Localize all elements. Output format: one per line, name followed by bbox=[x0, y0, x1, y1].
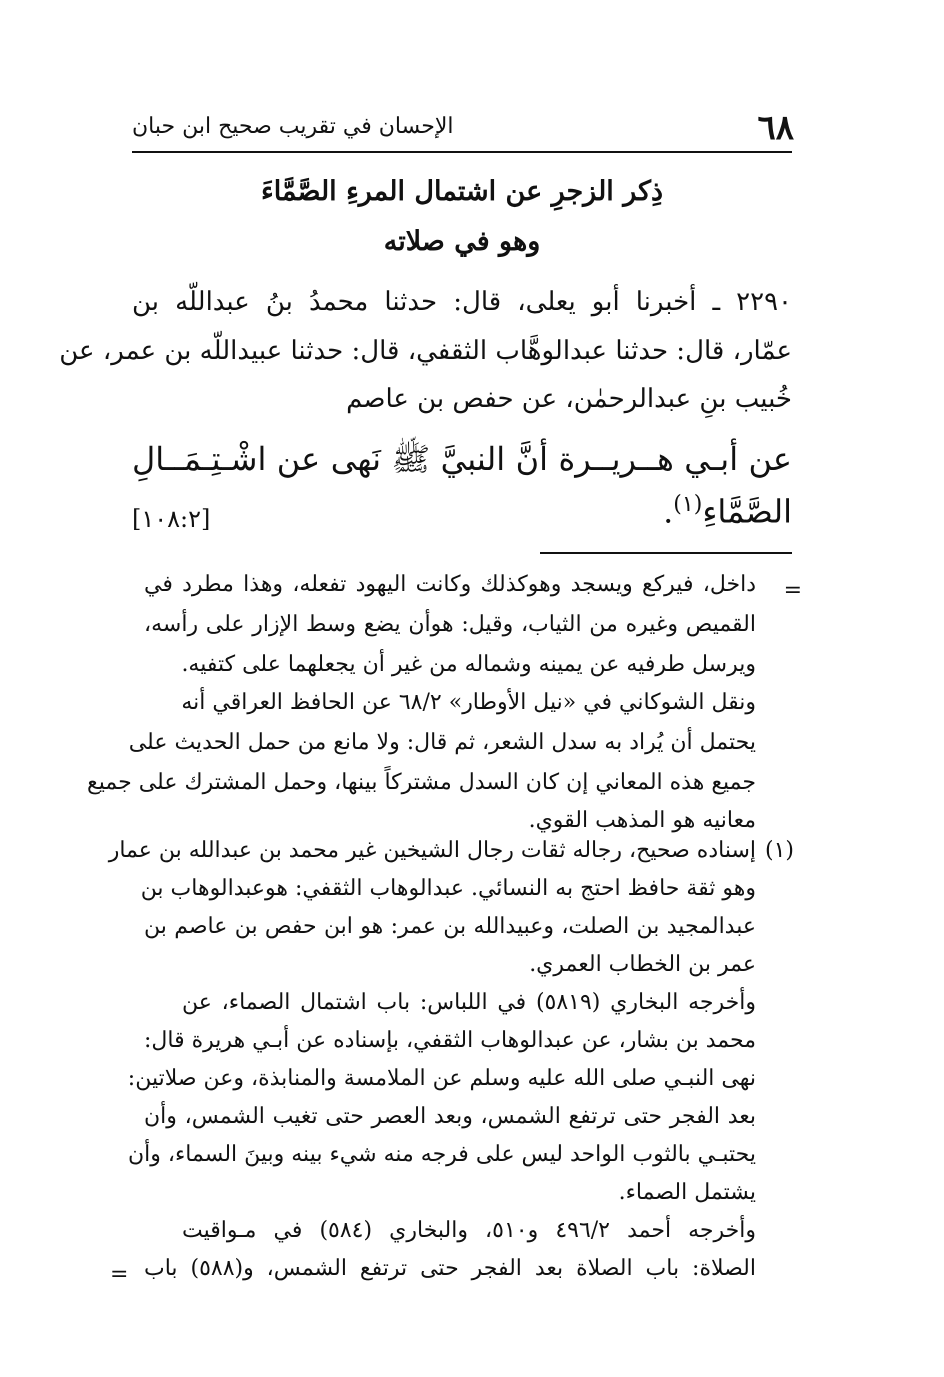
footnote-line: القميص وغيره من الثياب، وقيل: هوأن يضع وسط الإزار على رأسه، bbox=[144, 612, 756, 637]
footnote-line: وأخرجه أحمد ٤٩٦/٢ و٥١٠، والبخاري (٥٨٤) في مـواقيت bbox=[182, 1218, 756, 1243]
footnote-line: الصلاة: باب الصلاة بعد الفجر حتى ترتفع الشمس، و(٥٨٨) باب bbox=[144, 1256, 756, 1281]
footnote-number: (١) bbox=[764, 838, 794, 863]
header-rule bbox=[132, 151, 792, 153]
chapter-title-line-1: ذِكر الزجرِ عن اشتمال المرءِ الصَّمَّاءَ bbox=[261, 176, 663, 207]
isnad-line: خُبيب بنِ عبدالرحمٰن، عن حفص بن عاصم bbox=[346, 384, 792, 414]
continuation-mark: = bbox=[783, 578, 802, 603]
hadith-reference: [١٠٨:٢] bbox=[132, 505, 211, 533]
footnote-line: بعد الفجر حتى ترتفع الشمس، وبعد العصر حتى تغيب الشمس، وأن bbox=[144, 1104, 756, 1129]
footnote-rule bbox=[540, 552, 792, 554]
footnote-line: عبدالمجيد بن الصلت، وعبيدالله بن عمر: هو ابن حفص بن عاصم بن bbox=[144, 914, 756, 939]
footnote-line: جميع هذه المعاني إن كان السدل مشتركاً بينها، وحمل المشترك على جميع bbox=[87, 770, 756, 795]
footnote-line: يشتمل الصماء. bbox=[618, 1180, 756, 1205]
footnote-line: نهى النبـي صلى الله عليه وسلم عن الملامسة والمنابذة، وعن صلاتين: bbox=[127, 1066, 756, 1091]
footnote-line: ونقل الشوكاني في «نيل الأوطار» ٦٨/٢ عن الحافظ العراقي أنه bbox=[181, 690, 756, 715]
isnad-line: عمّار، قال: حدثنا عبدالوهَّاب الثقفي، قال: حدثنا عبيداللّه بن عمر، عن bbox=[59, 336, 792, 366]
footnote-line: محمد بن بشار، عن عبدالوهاب الثقفي، بإسناده عن أبـي هريرة قال: bbox=[144, 1028, 756, 1053]
page-number: ٦٨ bbox=[757, 108, 794, 148]
footnote-line: وهو ثقة حافظ احتج به النسائي. عبدالوهاب الثقفي: هوعبدالوهاب بن bbox=[140, 876, 756, 901]
footnote-line: معانيه هو المذهب القوي. bbox=[528, 808, 756, 833]
running-title: الإحسان في تقريب صحيح ابن حبان bbox=[132, 114, 454, 139]
next-page-mark: = bbox=[110, 1262, 129, 1287]
footnote-line: يحتبـي بالثوب الواحد ليس على فرجه منه شيء بينه وبينَ السماء، وأن bbox=[127, 1142, 756, 1167]
hadith-text-line-1: عن أبـي هــريــرة أنَّ النبيَّ ﷺ نَهى عن اشْـتِـمَــالِ bbox=[132, 440, 792, 478]
hadith-end: . bbox=[663, 492, 674, 531]
footnote-line: يحتمل أن يُراد به سدل الشعر، ثم قال: ولا مانع من حمل الحديث على bbox=[128, 730, 756, 755]
footnote-ref: (١) bbox=[673, 492, 703, 517]
footnote-line: داخل، فيركع ويسجد وهوكذلك وكانت اليهود تفعله، وهذا مطرد في bbox=[144, 572, 756, 597]
footnote-line: وأخرجه البخاري (٥٨١٩) في اللباس: باب اشتمال الصماء، عن bbox=[182, 990, 756, 1015]
isnad-line: ٢٢٩٠ ـ أخبرنا أبو يعلى، قال: حدثنا محمدُ بنُ عبداللّه بن bbox=[132, 287, 792, 317]
hadith-text: الصَّمَّاءِ bbox=[702, 492, 792, 531]
footnote-line: إسناده صحيح، رجاله ثقات رجال الشيخين غير محمد بن عبدالله بن عمار bbox=[108, 838, 756, 863]
hadith-text-line-2 bbox=[663, 492, 792, 531]
footnote-line: ويرسل طرفيه عن يمينه وشماله من غير أن يجعلهما على كتفيه. bbox=[181, 652, 756, 677]
footnote-line: عمر بن الخطاب العمري. bbox=[529, 952, 756, 977]
chapter-title-line-2: وهو في صلاته bbox=[383, 226, 541, 257]
